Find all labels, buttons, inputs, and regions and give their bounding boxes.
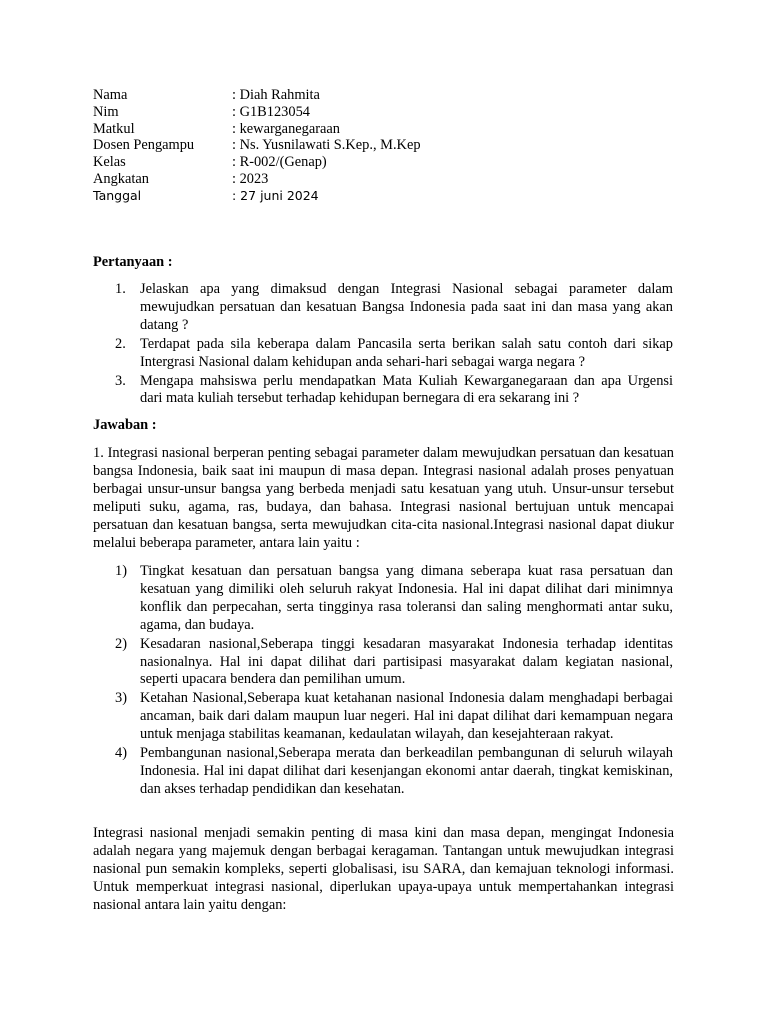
field-label: Matkul [93, 120, 135, 137]
question-item [93, 281, 673, 335]
identity-row-angkatan [93, 171, 421, 188]
field-value: : Diah Rahmita [232, 87, 320, 103]
answers-heading: Jawaban : [93, 417, 157, 433]
identity-row-nim [93, 104, 421, 121]
list-number: 2. [115, 335, 126, 352]
question-text: Mengapa mahsiswa perlu mendapatkan Mata Kuliah Kewarganegaraan dan apa Urgensi dari mata kuliah tersebut terhadap kehidupan bernegara di era sekarang ini ? [140, 372, 673, 407]
field-label: Nama [93, 87, 128, 103]
field-label: Kelas [93, 154, 126, 171]
list-number: 4) [115, 745, 127, 762]
parameter-item [93, 636, 673, 690]
field-value: : G1B123054 [232, 103, 310, 120]
identity-row-matkul [93, 121, 421, 138]
parameter-text: Tingkat kesatuan dan persatuan bangsa yang dimana seberapa kuat rasa persatuan dan kesatuan yang dimiliki oleh seluruh rakyat Indonesia. Hal ini dapat dilihat dari minimnya konflik dan perpecahan, serta tingginya rasa toleransi dan saling menghormati antar suku, agama, dan budaya. [140, 563, 673, 633]
field-label: Tanggal [93, 187, 142, 203]
list-number: 2) [115, 635, 127, 652]
identity-row-nama [93, 87, 421, 104]
field-label: Nim [93, 103, 119, 120]
identity-row-dosen [93, 137, 421, 154]
field-label: Angkatan [93, 170, 149, 187]
identity-row-kelas [93, 154, 421, 171]
parameter-item [93, 745, 673, 799]
question-text: Jelaskan apa yang dimaksud dengan Integrasi Nasional sebagai parameter dalam mewujudkan persatuan dan kesatuan Bangsa Indonesia pada saat ini dan masa yang akan datang ? [140, 281, 673, 333]
answer-intro-paragraph: 1. Integrasi nasional berperan penting sebagai parameter dalam mewujudkan persatuan dan kesatuan bangsa Indonesia, baik saat ini maupun di masa depan. Integrasi nasional adalah proses penyatuan berbagai unsur-unsur bangsa yang berbeda menjadi satu kesatuan yang utuh. Unsur-unsur tersebut meliputi suku, agama, ras, budaya, dan bahasa. Integrasi nasional bertujuan untuk mencapai persatuan dan kesatuan bangsa, serta mewujudkan cita-cita nasional.Integrasi nasional dapat diukur melalui beberapa parameter, antara lain yaitu : [93, 445, 674, 551]
list-number: 3) [115, 690, 127, 707]
parameter-item [93, 690, 673, 744]
field-value: : R-002/(Genap) [232, 154, 327, 171]
question-item [93, 336, 673, 372]
question-item [93, 373, 673, 409]
parameter-item [93, 563, 673, 635]
field-value: : kewarganegaraan [232, 120, 340, 137]
parameter-text: Kesadaran nasional,Seberapa tinggi kesadaran masyarakat Indonesia terhadap identitas nasionalnya. Hal ini dapat dilihat dari partisipasi masyarakat dalam kegiatan nasional, seperti upacara bendera dan pemilihan umum. [140, 635, 673, 688]
list-number: 1. [115, 281, 126, 297]
closing-paragraph: Integrasi nasional menjadi semakin penting di masa kini dan masa depan, mengingat Indonesia adalah negara yang majemuk dengan berbagai keragaman. Tantangan untuk mewujudkan integrasi nasional pun semakin kompleks, seperti globalisasi, isu SARA, dan kemajuan teknologi informasi. Untuk memperkuat integrasi nasional, diperlukan upaya-upaya untuk mempertahankan integrasi nasional antara lain yaitu dengan: [93, 825, 674, 913]
list-number: 1) [115, 563, 127, 579]
parameter-text: Ketahan Nasional,Seberapa kuat ketahanan nasional Indonesia dalam menghadapi berbagai ancaman, baik dari dalam maupun luar negeri. Hal ini dapat dilihat dari kemampuan negara untuk menjaga stabilitas keamanan, kedaulatan wilayah, dan kesejahteraan rakyat. [140, 690, 673, 743]
field-value: : 27 juni 2024 [232, 187, 319, 203]
field-value: : Ns. Yusnilawati S.Kep., M.Kep [232, 137, 421, 154]
question-text: Terdapat pada sila keberapa dalam Pancasila serta berikan salah satu contoh dari sikap Intergrasi Nasional dalam kehidupan anda sehari-hari sebagai warga negara ? [140, 335, 673, 370]
list-number: 3. [115, 372, 126, 389]
identity-row-tanggal [93, 188, 421, 205]
field-value: : 2023 [232, 170, 269, 187]
identity-header [93, 87, 421, 205]
questions-heading: Pertanyaan : [93, 254, 173, 270]
field-label: Dosen Pengampu [93, 137, 195, 154]
parameter-text: Pembangunan nasional,Seberapa merata dan berkeadilan pembangunan di seluruh wilayah Indonesia. Hal ini dapat dilihat dari kesenjangan ekonomi antar daerah, tingkat kemiskinan, dan akses terhadap pendidikan dan kesehatan. [140, 745, 673, 797]
parameters-list [93, 563, 673, 800]
questions-list [93, 281, 673, 409]
